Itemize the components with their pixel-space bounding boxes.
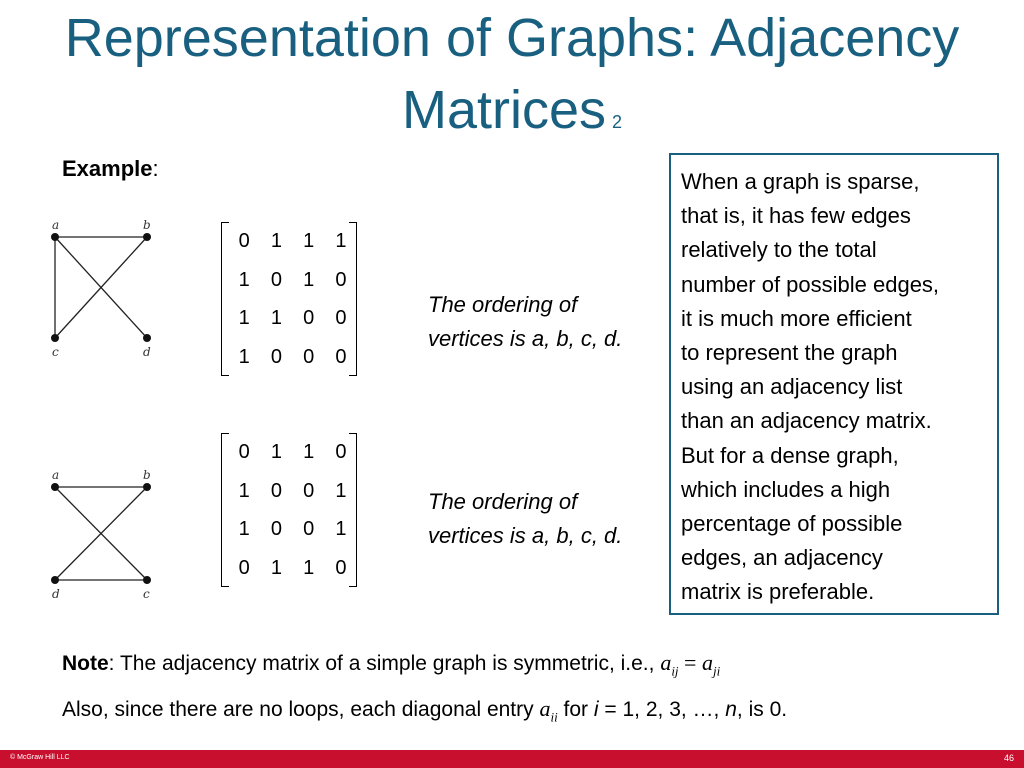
vertex-label-c: c	[52, 345, 59, 359]
matrix-cell: 1	[303, 230, 315, 252]
vertex-label-c: c	[143, 587, 150, 601]
matrix-cell: 1	[238, 268, 250, 291]
note-box-line: matrix is preferable.	[681, 579, 875, 605]
matrix-cell: 1	[238, 307, 250, 329]
graph-vertex-d	[51, 576, 59, 584]
matrix-cell: 0	[270, 268, 282, 291]
vertex-label-a: a	[52, 218, 60, 232]
matrix-cell: 1	[238, 345, 250, 368]
var-a: a	[539, 696, 551, 721]
ordering-line: vertices is a, b, c, d.	[428, 523, 623, 548]
end-text: , is 0.	[736, 698, 788, 721]
equals: =	[678, 650, 702, 675]
ordering-line: vertices is a, b, c, d.	[428, 326, 623, 351]
matrix-row	[221, 433, 357, 472]
vertex-label-d: d	[143, 345, 151, 359]
title-line-1: Representation of Graphs: Adjacency	[64, 8, 960, 68]
var-a: a	[701, 650, 713, 675]
sparse-dense-note-box	[669, 153, 999, 615]
matrix-row	[221, 472, 357, 511]
graph-vertex-a	[51, 483, 59, 491]
adjacency-matrix-2	[221, 433, 357, 587]
note-box-line: relatively to the total	[681, 237, 877, 263]
matrix-cell: 0	[270, 345, 282, 368]
note-box-line: that is, it has few edges	[681, 203, 911, 229]
vertex-label-b: b	[143, 468, 151, 482]
note-box-line: When a graph is sparse,	[681, 169, 920, 194]
matrix-cell: 0	[270, 518, 282, 540]
example-colon: :	[152, 156, 159, 181]
matrix-cell: 1	[335, 518, 347, 540]
note-box-line: percentage of possible	[681, 511, 903, 537]
matrix-row	[221, 338, 357, 377]
matrix-cell: 1	[238, 479, 250, 502]
title-matrices: Matrices	[401, 80, 606, 140]
sub-ij: ij	[671, 663, 679, 679]
example-bold: Example	[62, 156, 153, 181]
note-box-line: But for a dense graph,	[681, 442, 899, 468]
footer-bar	[0, 750, 1024, 768]
note-box-line: using an adjacency list	[681, 374, 903, 400]
title-superscript: 2	[612, 112, 623, 132]
var-i: i	[593, 698, 599, 721]
ordering-text-1	[428, 288, 622, 356]
matrix-cell: 0	[238, 230, 250, 252]
matrix-cell: 1	[303, 268, 315, 291]
matrix-left-bracket	[221, 433, 229, 587]
matrix-cell: 1	[270, 230, 282, 252]
matrix-cell: 1	[335, 230, 347, 252]
matrix-cell: 1	[270, 307, 282, 329]
note-box-line: than an adjacency matrix.	[681, 408, 932, 434]
also-text: Also, since there are no loops, each diagonal entry	[62, 698, 540, 721]
matrix-cell: 1	[270, 556, 282, 579]
diagonal-entry	[539, 696, 558, 725]
vertex-label-b: b	[143, 218, 151, 232]
matrix-row	[221, 510, 357, 549]
sub-ii: ii	[550, 709, 558, 725]
matrix-cell: 0	[335, 345, 347, 368]
ordering-line: The ordering of	[428, 489, 578, 514]
matrix-row	[221, 222, 357, 261]
symmetry-note	[62, 650, 720, 679]
graph-diagram-2	[0, 0, 200, 640]
matrix-cell: 0	[303, 345, 315, 368]
var-n: n	[725, 698, 737, 721]
matrix-cell: 0	[303, 479, 315, 502]
matrix-left-bracket	[221, 222, 229, 376]
note-box-line: it is much more efficient	[681, 305, 912, 331]
matrix-row	[221, 549, 357, 588]
matrix-cell: 0	[303, 518, 315, 540]
page-number: 46	[1003, 753, 1014, 763]
vertex-label-d: d	[52, 587, 60, 601]
ordering-line: The ordering of	[428, 292, 578, 317]
note-box-line: number of possible edges,	[681, 271, 940, 297]
matrix-cell: 0	[335, 556, 347, 579]
adjacency-matrix-1	[221, 222, 357, 376]
graph-vertex-b	[143, 483, 151, 491]
matrix-right-bracket	[349, 433, 357, 587]
note-bold: Note	[62, 652, 109, 675]
copyright-text: © McGraw Hill LLC	[10, 754, 70, 761]
matrix-cell: 0	[303, 307, 315, 329]
diagonal-note	[62, 696, 787, 725]
note-box-line: to represent the graph	[681, 340, 898, 366]
note-box-line: which includes a high	[681, 476, 891, 502]
matrix-cell: 1	[270, 441, 282, 463]
matrix-right-bracket	[349, 222, 357, 376]
graph-vertex-c	[143, 576, 151, 584]
note-box-line: edges, an adjacency	[681, 545, 883, 571]
matrix-cell: 0	[238, 556, 250, 579]
for-text: for	[557, 698, 594, 721]
matrix-cell: 1	[303, 556, 315, 579]
note-text: : The adjacency matrix of a simple graph is symmetric, i.e.,	[108, 652, 661, 675]
matrix-cell: 1	[303, 441, 315, 463]
matrix-cell: 0	[335, 307, 347, 329]
vertex-label-a: a	[52, 468, 60, 482]
sub-ji: ji	[712, 663, 721, 679]
matrix-cell: 0	[270, 479, 282, 502]
matrix-cell: 0	[335, 268, 347, 291]
var-a: a	[660, 650, 672, 675]
matrix-row	[221, 261, 357, 300]
matrix-cell: 1	[238, 518, 250, 540]
ordering-text-2	[428, 485, 622, 553]
range-text: = 1, 2, 3, …,	[598, 698, 726, 721]
matrix-row	[221, 299, 357, 338]
matrix-cell: 1	[335, 479, 347, 502]
symmetry-formula	[660, 650, 721, 679]
matrix-cell: 0	[335, 441, 347, 463]
matrix-cell: 0	[238, 441, 250, 463]
